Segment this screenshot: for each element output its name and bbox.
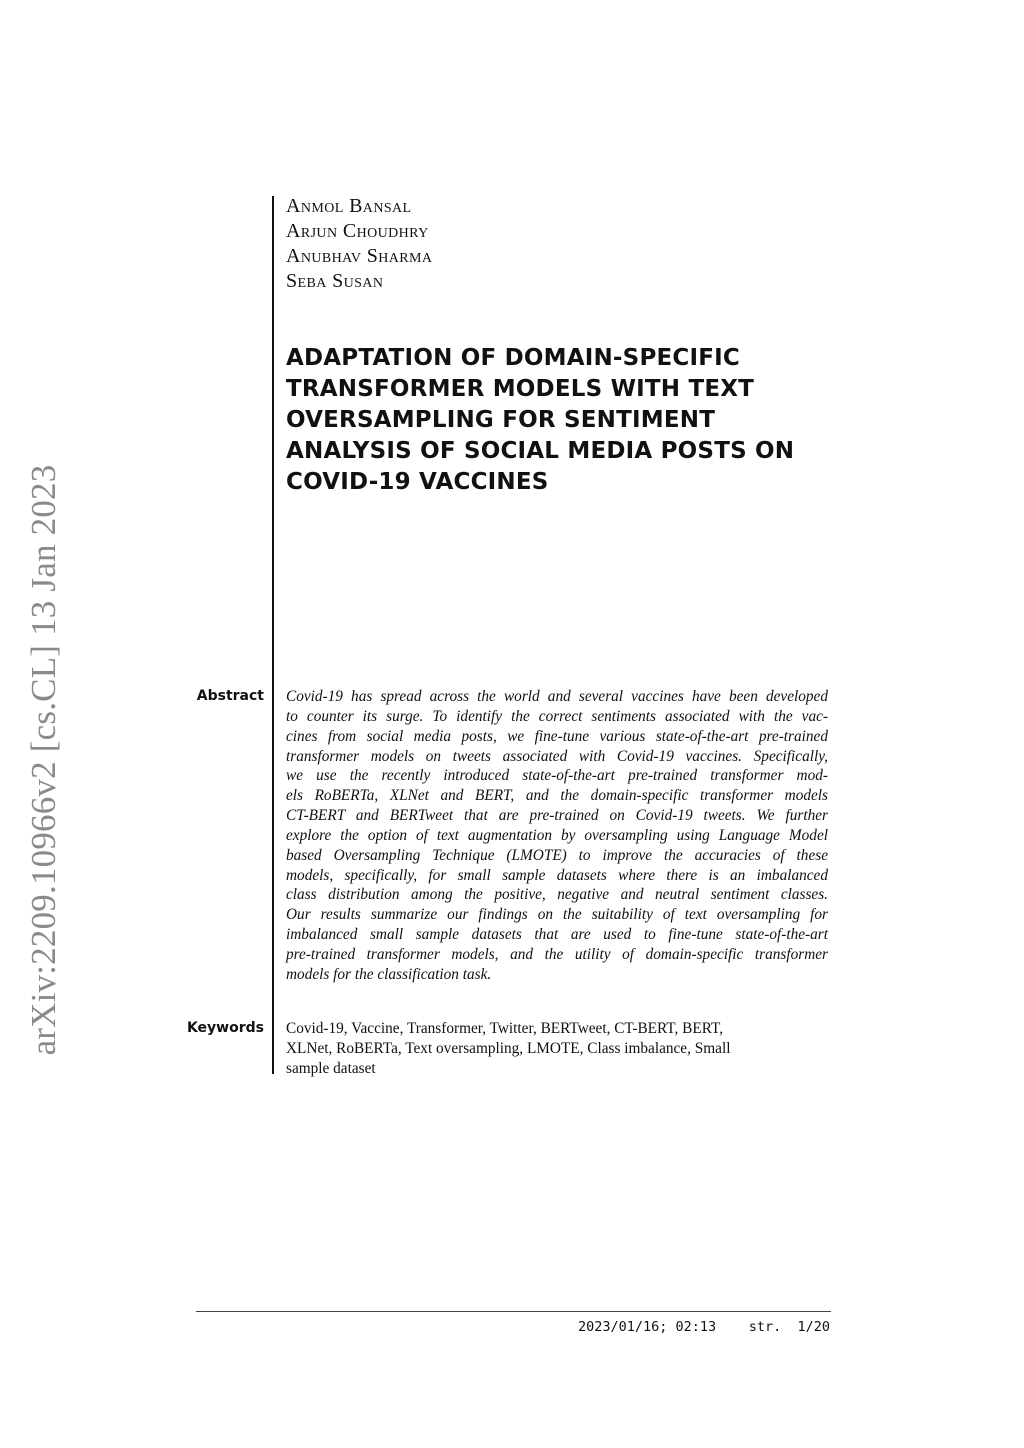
title-line: ANALYSIS OF SOCIAL MEDIA POSTS ON xyxy=(286,438,795,464)
abstract-line: to counter its surge. To identify the correct sentiments associated with the vac- xyxy=(286,707,828,725)
abstract-line: pre-trained transformer models, and the utility of domain-specific transformer xyxy=(286,945,828,963)
abstract-line: we use the recently introduced state-of-the-art pre-trained transformer mod- xyxy=(286,767,828,785)
abstract-line: explore the option of text augmentation by oversampling using Language Model xyxy=(286,826,828,844)
title-line: TRANSFORMER MODELS WITH TEXT xyxy=(286,376,755,402)
abstract-line: transformer models on tweets associated with Covid-19 vaccines. Specifically, xyxy=(286,747,828,765)
abstract-line: imbalanced small sample datasets that are used to fine-tune state-of-the-art xyxy=(286,926,828,944)
author-name: Seba Susan xyxy=(286,270,384,292)
abstract-text xyxy=(286,687,828,985)
abstract-line: models for the classification task. xyxy=(286,965,492,983)
author-name: Anubhav Sharma xyxy=(286,245,433,267)
footer-datetime: 2023/01/16; 02:13 xyxy=(578,1319,717,1335)
abstract-line: Covid-19 has spread across the world and several vaccines have been developed xyxy=(286,688,828,705)
arxiv-identifier-stamp: arXiv:2209.10966v2 [cs.CL] 13 Jan 2023 xyxy=(24,464,63,1056)
footer-rule xyxy=(196,1311,831,1312)
footer-page-label: str. xyxy=(748,1319,782,1335)
keywords-label: Keywords xyxy=(186,1020,264,1036)
author-name: Arjun Choudhry xyxy=(286,220,429,242)
abstract-line: Our results summarize our findings on the suitability of text oversampling for xyxy=(286,906,828,924)
abstract-line: cines from social media posts, we fine-tune various state-of-the-art pre-trained xyxy=(286,727,828,745)
vertical-rule xyxy=(272,196,274,1074)
keywords-line: sample dataset xyxy=(286,1059,376,1077)
title-line: COVID-19 VACCINES xyxy=(286,469,549,495)
paper-title xyxy=(286,343,846,498)
keywords-line: Covid-19, Vaccine, Transformer, Twitter, BERTweet, CT-BERT, BERT, xyxy=(286,1020,724,1037)
abstract-line: class distribution among the positive, negative and neutral sentiment classes. xyxy=(286,886,828,904)
title-line: ADAPTATION OF DOMAIN-SPECIFIC xyxy=(286,345,740,371)
page-footer xyxy=(578,1319,830,1335)
title-line: OVERSAMPLING FOR SENTIMENT xyxy=(286,407,716,433)
author-list xyxy=(286,194,432,294)
keywords-line: XLNet, RoBERTa, Text oversampling, LMOTE, Class imbalance, Small xyxy=(286,1039,731,1057)
abstract-line: els RoBERTa, XLNet and BERT, and the domain-specific transformer models xyxy=(286,787,828,805)
author-name: Anmol Bansal xyxy=(286,195,412,217)
footer-page-number: 1/20 xyxy=(797,1319,830,1335)
abstract-line: CT-BERT and BERTweet that are pre-trained on Covid-19 tweets. We further xyxy=(286,807,828,825)
keywords-text xyxy=(286,1019,828,1079)
abstract-label: Abstract xyxy=(196,688,264,704)
abstract-line: models, specifically, for small sample datasets where there is an imbalanced xyxy=(286,866,828,884)
abstract-line: based Oversampling Technique (LMOTE) to improve the accuracies of these xyxy=(286,846,828,864)
